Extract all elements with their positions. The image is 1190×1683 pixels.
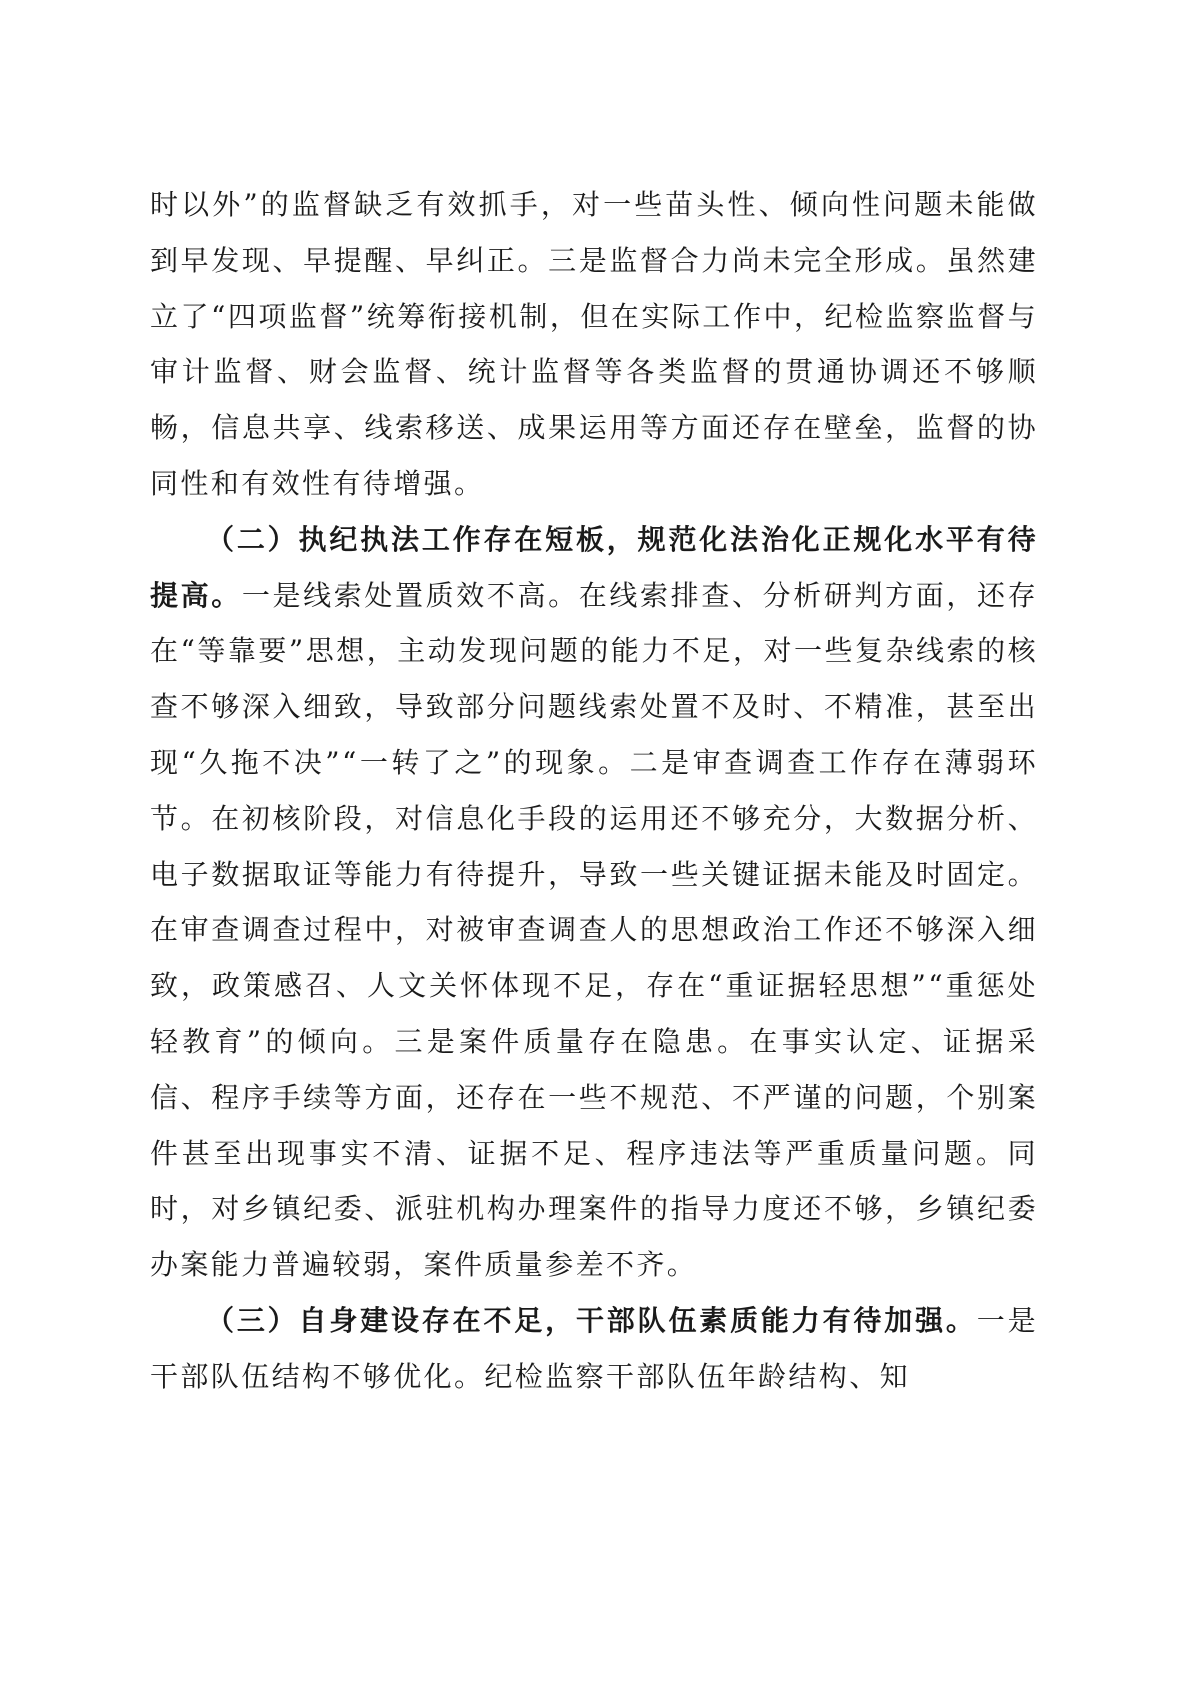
section-two-text: 一是线索处置质效不高。在线索排查、分析研判方面，还存在“等靠要”思想，主动发现问题的能力不足，对一些复杂线索的核查不够深入细致，导致部分问题线索处置不及时、不精准，甚至出现“久拖不决”“一转了之”的现象。二是审查调查工作存在薄弱环节。在初核阶段，对信息化手段的运用还不够充分，大数据分析、电子数据取证等能力有待提升，导致一些关键证据未能及时固定。在审查调查过程中，对被审查调查人的思想政治工作还不够深入细致，政策感召、人文关怀体现不足，存在“重证据轻思想”“重惩处轻教育”的倾向。三是案件质量存在隐患。在事实认定、证据采信、程序手续等方面，还存在一些不规范、不严谨的问题，个别案件甚至出现事实不清、证据不足、程序违法等严重质量问题。同时，对乡镇纪委、派驻机构办理案件的指导力度还不够，乡镇纪委办案能力普遍较弱，案件质量参差不齐。: [150, 578, 1038, 1282]
paragraph-text: 时以外”的监督缺乏有效抓手，对一些苗头性、倾向性问题未能做到早发现、早提醒、早纠正。三是监督合力尚未完全形成。虽然建立了“四项监督”统筹衔接机制，但在实际工作中，纪检监察监督与审计监督、财会监督、统计监督等各类监督的贯通协调还不够顺畅，信息共享、线索移送、成果运用等方面还存在壁垒，监督的协同性和有效性有待增强。: [150, 188, 1038, 500]
section-two-heading: （二）执纪执法工作存在短板，规范化法治化正规化水平有待提高。: [150, 522, 1038, 612]
section-three-heading: （三）自身建设存在不足，干部队伍素质能力有待加强。: [206, 1303, 977, 1337]
paragraph-section-three: [150, 1293, 1038, 1405]
paragraph-continuation: [150, 177, 1038, 512]
paragraph-section-two: [150, 512, 1038, 1293]
document-body: [150, 177, 1038, 1405]
section-three-text: 一是干部队伍结构不够优化。纪检监察干部队伍年龄结构、知: [150, 1303, 1038, 1393]
